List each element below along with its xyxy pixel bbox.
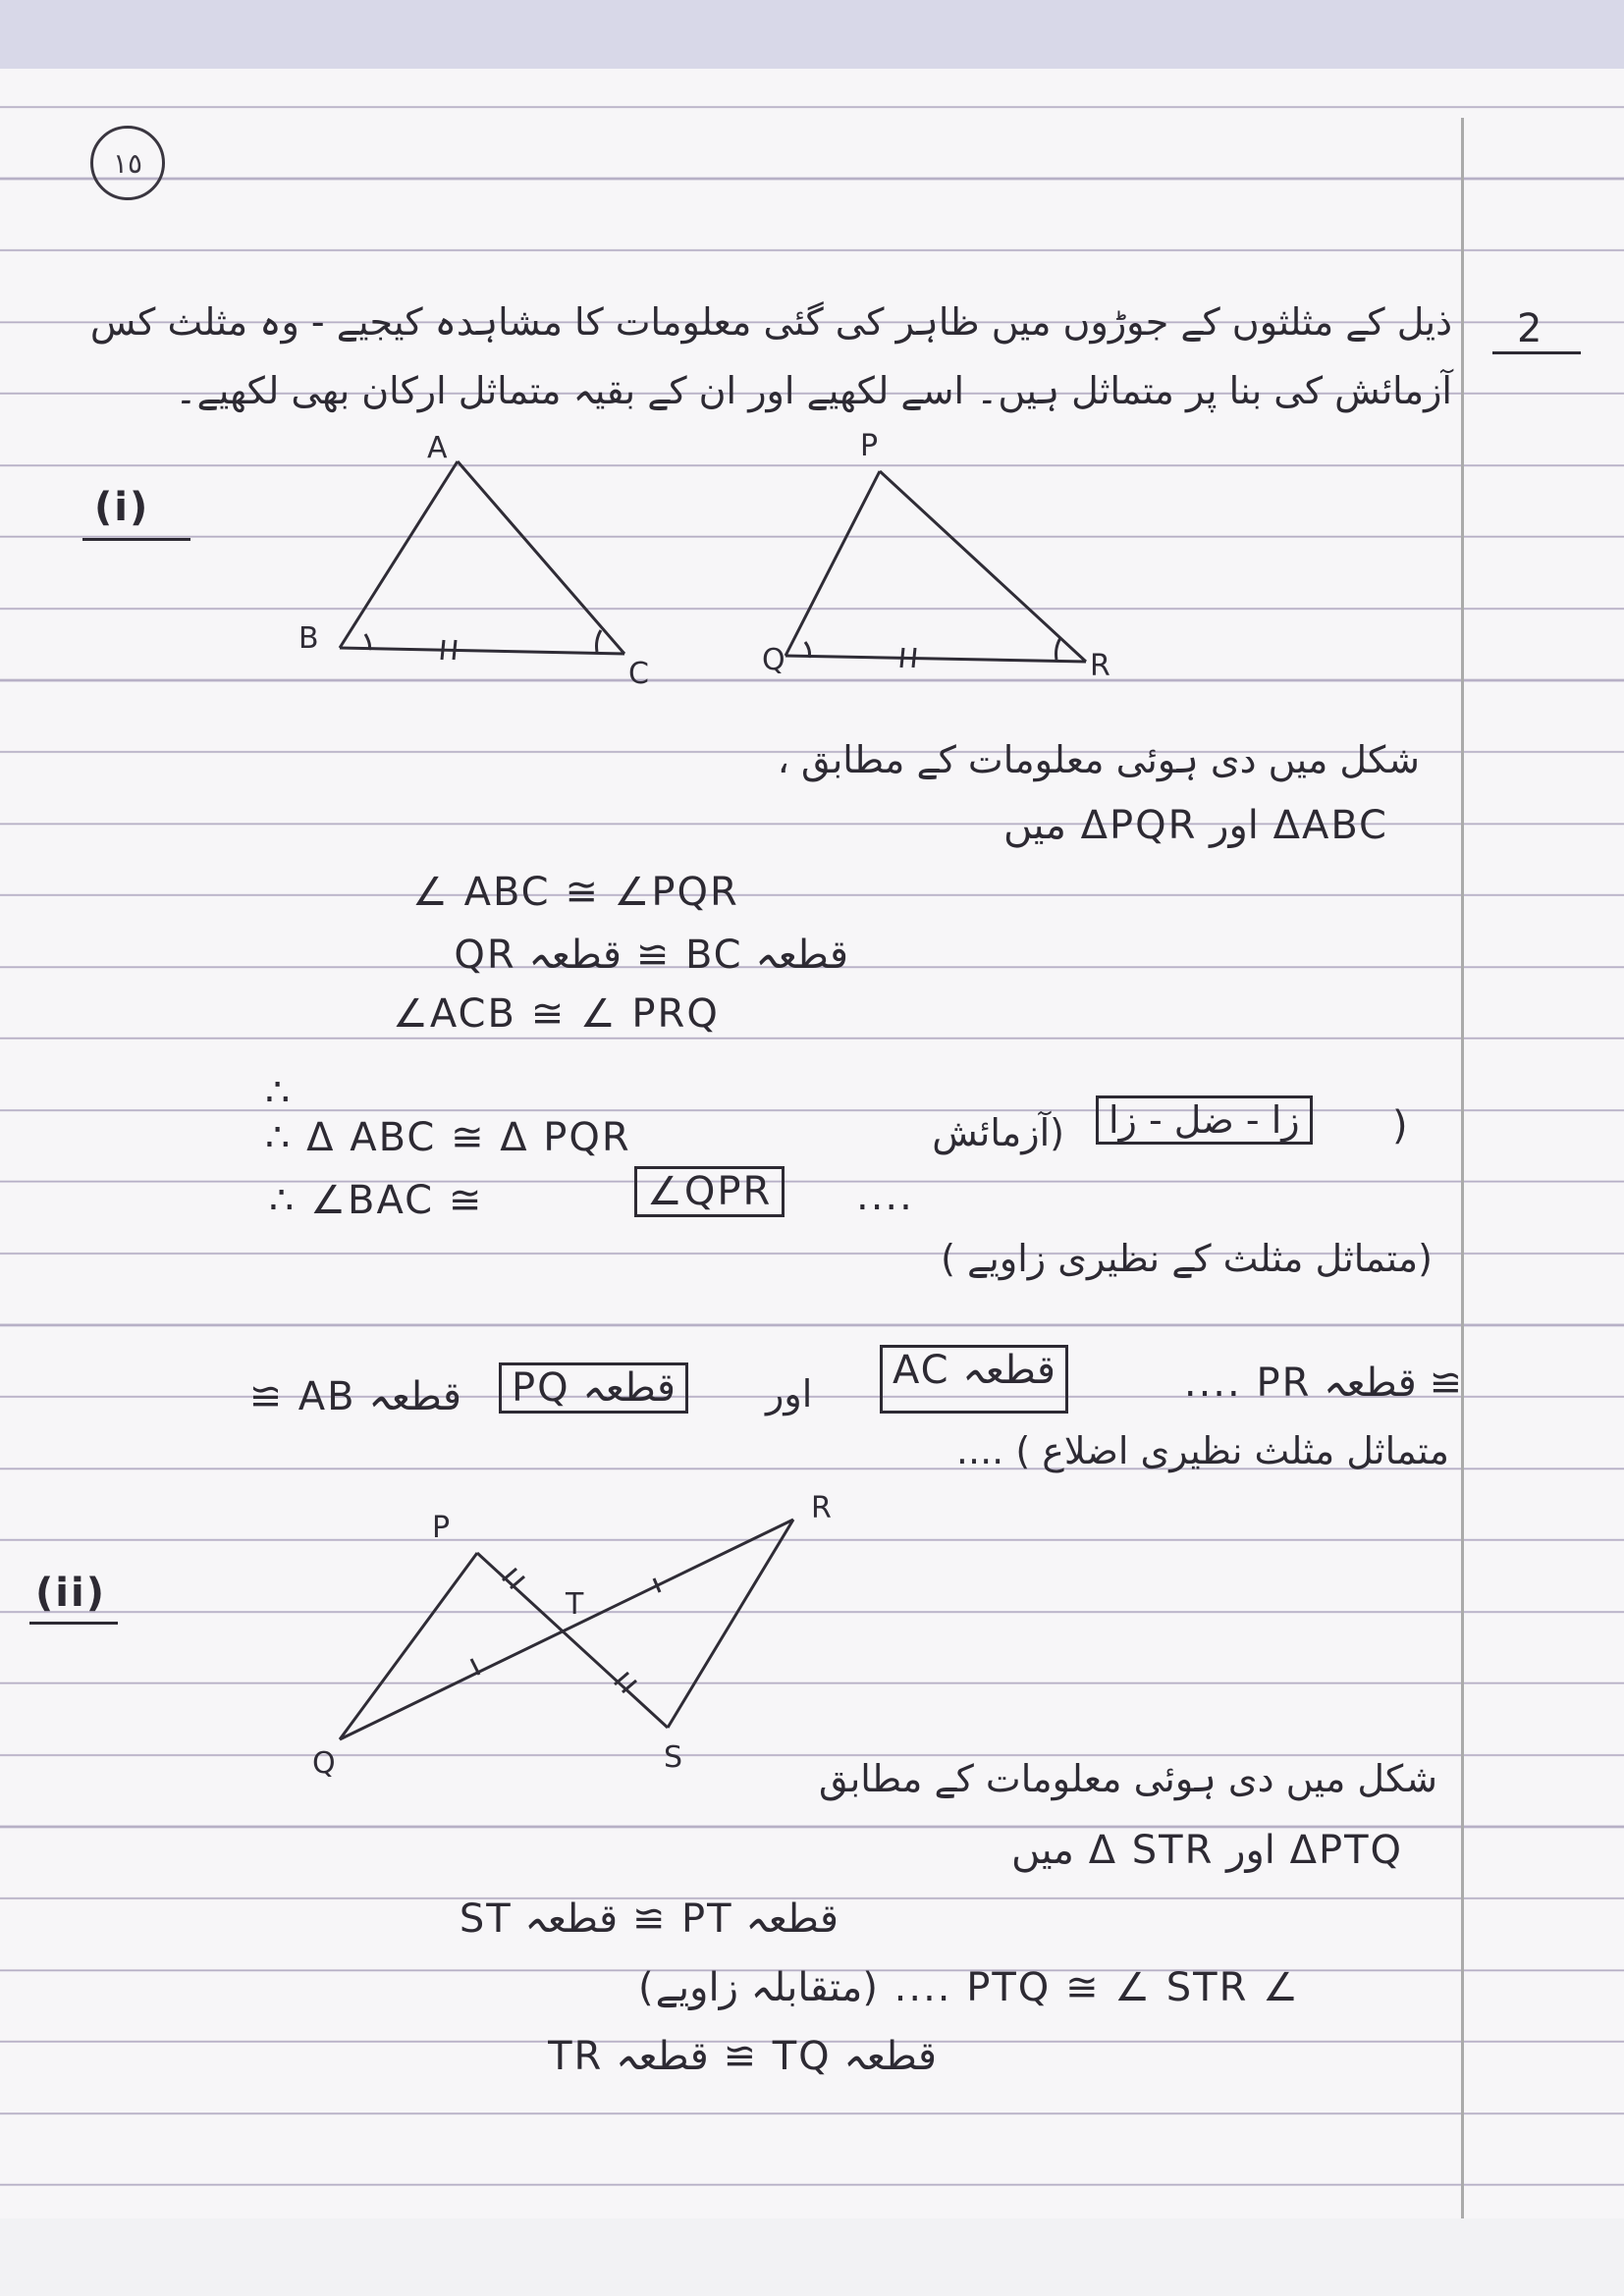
question-line-2: آزمائش کی بنا پر متماثل ہیں۔ اسے لکھیے اور ان کے بقیہ متماثل ارکان بھی لکھیے۔	[175, 369, 1452, 412]
label-t2: T	[566, 1587, 584, 1622]
angle-bac-reason: (متماثل مثلث کے نظیری زاویے )	[941, 1237, 1433, 1280]
part-2-label-underline	[29, 1622, 118, 1625]
sides-reason: متماثل مثلث نظیری اضلاع ) ....	[955, 1429, 1449, 1472]
side-ac	[458, 461, 624, 654]
conclusion-abc-pqr: ∴ Δ ABC ≅ Δ PQR	[265, 1115, 631, 1160]
side-ab	[340, 461, 458, 648]
side-pq	[785, 471, 880, 656]
label-q2: Q	[312, 1746, 336, 1781]
side-bc	[340, 648, 624, 654]
label-p: P	[860, 429, 879, 463]
conclusion-close: )	[1392, 1103, 1410, 1148]
tick-bc-2	[454, 640, 456, 660]
question-number: 2	[1517, 306, 1544, 351]
label-q: Q	[762, 643, 785, 677]
part-2-triangles: ΔPTQ اور Δ STR میں	[1011, 1828, 1403, 1873]
label-p2: P	[432, 1511, 451, 1545]
angle-ptq-line: ∠ PTQ ≅ ∠ STR .... (متقابلہ زاویے)	[637, 1965, 1300, 2010]
side-qr	[785, 656, 1086, 662]
sides-pr-line: ≅ قطعہ PR ....	[1183, 1361, 1462, 1406]
tick-qr-1	[901, 648, 903, 667]
angle-bac-dots: ....	[856, 1174, 914, 1219]
therefore-symbol: ∴	[265, 1070, 293, 1115]
tick-pt-1	[503, 1569, 516, 1580]
angle-r-mark	[1056, 638, 1061, 660]
tick-bc-1	[442, 640, 444, 660]
triangle-abc-figure	[298, 431, 649, 691]
question-line-1: ذیل کے مثلثوں کے جوڑوں میں ظاہر کی گئی معلومات کا مشاہدہ کیجیے - وہ مثلث کس	[89, 300, 1452, 344]
part-1-triangles: ΔABC اور ΔPQR میں	[1002, 803, 1388, 848]
seg-pq	[340, 1553, 477, 1739]
conclusion-test-label: (آزمائش	[932, 1111, 1064, 1154]
sides-and: اور	[766, 1372, 813, 1415]
tick-qr-2	[913, 648, 915, 667]
sides-ab-line: قطعہ AB ≅	[248, 1374, 461, 1419]
angle-c-mark	[597, 630, 602, 652]
label-r2: R	[811, 1491, 832, 1525]
angle-acb-line: ∠ACB ≅ ∠ PRQ	[393, 991, 720, 1037]
angle-bac-line: ∴ ∠BAC ≅	[269, 1178, 484, 1223]
segment-pt-line: قطعہ PT ≅ قطعہ ST	[459, 1896, 839, 1942]
segment-bc-line: قطعہ BC ≅ قطعہ QR	[454, 933, 848, 978]
label-s2: S	[664, 1740, 683, 1775]
part-2-label: (ii)	[35, 1571, 106, 1616]
label-r: R	[1090, 649, 1110, 683]
angle-qpr-box: ∠QPR	[634, 1166, 785, 1217]
figure-ptqsr	[312, 1491, 832, 1781]
label-c: C	[628, 657, 649, 691]
side-pr	[880, 471, 1086, 662]
segment-ac-box: قطعہ AC	[880, 1345, 1068, 1414]
tick-pt-2	[511, 1576, 524, 1588]
segment-pq-box: قطعہ PQ	[499, 1362, 688, 1414]
part-1-label: (i)	[94, 485, 150, 530]
tick-ts-1	[615, 1673, 628, 1684]
angle-abc-line: ∠ ABC ≅ ∠PQR	[412, 870, 739, 915]
triangle-pqr-figure	[762, 429, 1110, 683]
segment-tq-line: قطعہ TQ ≅ قطعہ TR	[548, 2034, 937, 2079]
label-a: A	[427, 431, 448, 465]
label-b: B	[298, 621, 319, 656]
page-number: ١٥	[90, 126, 165, 200]
part-2-intro: شکل میں دی ہوئی معلومات کے مطابق	[819, 1757, 1437, 1800]
conclusion-asa-box: زا - ضل - زا	[1096, 1095, 1313, 1145]
part-1-intro: شکل میں دی ہوئی معلومات کے مطابق ،	[777, 738, 1420, 781]
